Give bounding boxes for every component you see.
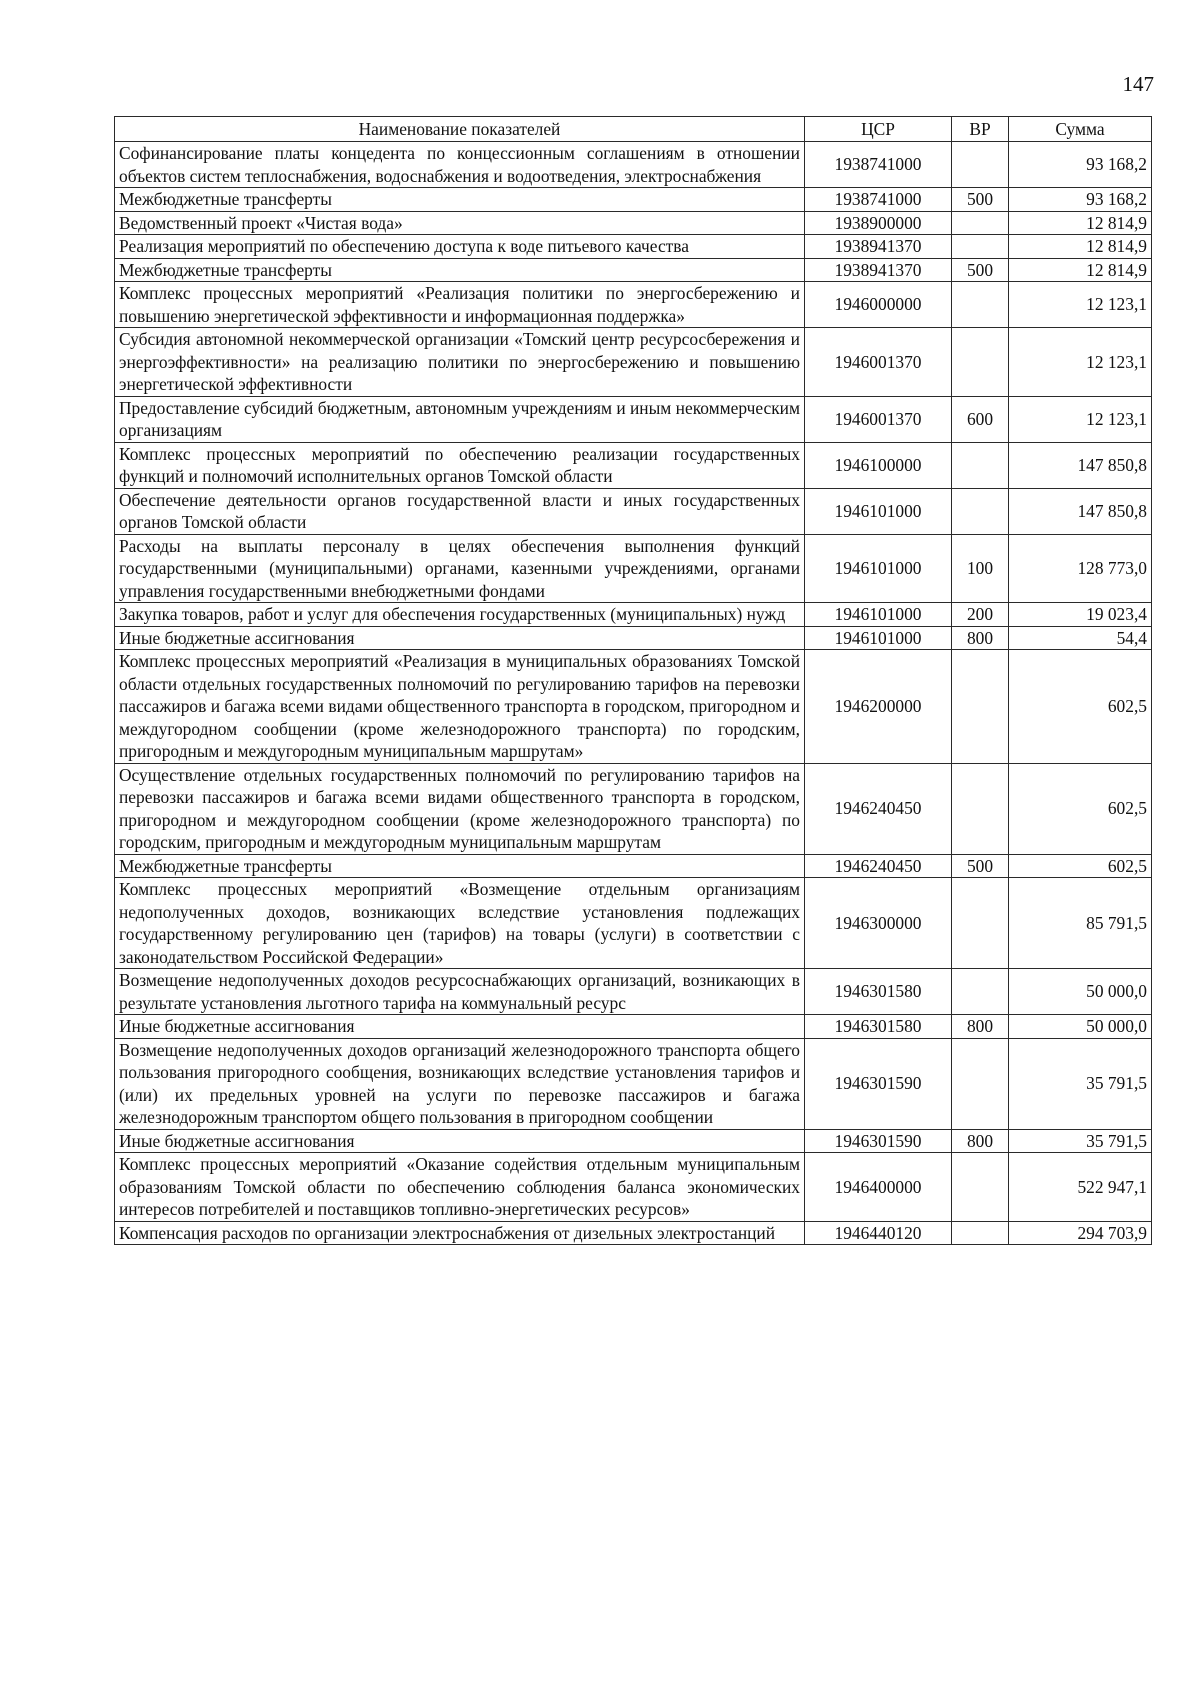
header-vr: ВР [952,117,1009,142]
cell-sum: 128 773,0 [1009,534,1152,603]
cell-name: Закупка товаров, работ и услуг для обеспечения государственных (муниципальных) нужд [115,603,805,627]
cell-sum: 50 000,0 [1009,969,1152,1015]
page-number: 147 [1122,72,1154,96]
cell-sum: 12 814,9 [1009,211,1152,235]
cell-csr: 1946200000 [805,650,952,764]
table-row [115,969,1152,1015]
cell-name: Иные бюджетные ассигнования [115,1129,805,1153]
cell-name: Расходы на выплаты персоналу в целях обеспечения выполнения функций государственными (муниципальными) органами, казенными учреждениями, органами управления государственными внебюджетными фондами [115,534,805,603]
table-row [115,258,1152,282]
table-header-row [115,117,1152,142]
cell-vr: 800 [952,1015,1009,1039]
table-row [115,534,1152,603]
cell-csr: 1946100000 [805,442,952,488]
cell-sum: 85 791,5 [1009,878,1152,969]
table-row [115,603,1152,627]
cell-name: Межбюджетные трансферты [115,258,805,282]
header-sum: Сумма [1009,117,1152,142]
cell-vr: 200 [952,603,1009,627]
cell-name: Осуществление отдельных государственных полномочий по регулированию тарифов на перевозки пассажиров и багажа всеми видами общественного транспорта в городском, пригородном и междугородном сообщении (кроме железнодорожного транспорта) по городским, пригородным и междугородным муниципальным маршрутам [115,763,805,854]
cell-vr [952,442,1009,488]
table-row [115,442,1152,488]
cell-csr: 1938741000 [805,142,952,188]
cell-sum: 35 791,5 [1009,1129,1152,1153]
table-row [115,235,1152,259]
cell-vr [952,969,1009,1015]
cell-vr [952,1221,1009,1245]
cell-vr: 500 [952,188,1009,212]
cell-name: Возмещение недополученных доходов ресурсоснабжающих организаций, возникающих в результате установления льготного тарифа на коммунальный ресурс [115,969,805,1015]
cell-name: Иные бюджетные ассигнования [115,626,805,650]
cell-vr [952,488,1009,534]
cell-vr [952,328,1009,397]
cell-csr: 1946000000 [805,282,952,328]
cell-csr: 1946300000 [805,878,952,969]
cell-csr: 1946440120 [805,1221,952,1245]
table-row [115,211,1152,235]
table-row [115,763,1152,854]
cell-csr: 1946101000 [805,534,952,603]
cell-sum: 12 123,1 [1009,396,1152,442]
cell-csr: 1946001370 [805,396,952,442]
cell-name: Комплекс процессных мероприятий «Оказание содействия отдельным муниципальным образованиям Томской области по обеспечению соблюдения баланса экономических интересов потребителей и поставщиков топливно-энергетических ресурсов» [115,1153,805,1222]
cell-sum: 12 814,9 [1009,258,1152,282]
cell-sum: 93 168,2 [1009,142,1152,188]
table-row [115,626,1152,650]
table-row [115,188,1152,212]
cell-name: Компенсация расходов по организации электроснабжения от дизельных электростанций [115,1221,805,1245]
cell-name: Межбюджетные трансферты [115,854,805,878]
cell-vr: 800 [952,626,1009,650]
cell-sum: 522 947,1 [1009,1153,1152,1222]
cell-sum: 93 168,2 [1009,188,1152,212]
table-row [115,142,1152,188]
cell-csr: 1938900000 [805,211,952,235]
table-row [115,1038,1152,1129]
table-row [115,1015,1152,1039]
cell-name: Субсидия автономной некоммерческой организации «Томский центр ресурсосбережения и энергоэффективности» на реализацию политики по энергосбережению и повышению энергетической эффективности [115,328,805,397]
cell-vr [952,878,1009,969]
table-body [115,142,1152,1245]
cell-csr: 1946301590 [805,1038,952,1129]
cell-vr: 500 [952,854,1009,878]
cell-vr [952,1153,1009,1222]
cell-name: Софинансирование платы концедента по концессионным соглашениям в отношении объектов систем теплоснабжения, водоснабжения и водоотведения, электроснабжения [115,142,805,188]
header-name: Наименование показателей [115,117,805,142]
cell-vr: 600 [952,396,1009,442]
cell-name: Комплекс процессных мероприятий «Реализация в муниципальных образованиях Томской области отдельных государственных полномочий по регулированию тарифов на перевозки пассажиров и багажа всеми видами общественного транспорта в городском, пригородном и междугородном сообщении (кроме железнодорожного транспорта) по городским, пригородным и междугородным муниципальным маршрутам» [115,650,805,764]
cell-name: Комплекс процессных мероприятий «Возмещение отдельным организациям недополученных доходов, возникающих вследствие установления подлежащих государственному регулированию цен (тарифов) на товары (услуги) в соответствии с законодательством Российской Федерации» [115,878,805,969]
cell-sum: 602,5 [1009,763,1152,854]
cell-sum: 54,4 [1009,626,1152,650]
cell-name: Ведомственный проект «Чистая вода» [115,211,805,235]
cell-csr: 1938941370 [805,258,952,282]
cell-vr: 100 [952,534,1009,603]
cell-csr: 1938741000 [805,188,952,212]
cell-csr: 1946400000 [805,1153,952,1222]
cell-name: Иные бюджетные ассигнования [115,1015,805,1039]
cell-vr [952,650,1009,764]
budget-table [114,116,1152,1245]
cell-sum: 602,5 [1009,650,1152,764]
cell-sum: 35 791,5 [1009,1038,1152,1129]
cell-csr: 1946101000 [805,488,952,534]
cell-sum: 602,5 [1009,854,1152,878]
cell-vr [952,763,1009,854]
header-csr: ЦСР [805,117,952,142]
table-row [115,1129,1152,1153]
cell-name: Комплекс процессных мероприятий по обеспечению реализации государственных функций и полномочий исполнительных органов Томской области [115,442,805,488]
cell-vr: 500 [952,258,1009,282]
cell-vr: 800 [952,1129,1009,1153]
cell-name: Возмещение недополученных доходов организаций железнодорожного транспорта общего пользования пригородного сообщения, возникающих вследствие установления тарифов и (или) их предельных уровней на услуги по перевозке пассажиров и багажа железнодорожным транспортом общего пользования в пригородном сообщении [115,1038,805,1129]
cell-sum: 12 814,9 [1009,235,1152,259]
cell-name: Обеспечение деятельности органов государственной власти и иных государственных органов Томской области [115,488,805,534]
cell-vr [952,142,1009,188]
cell-csr: 1946001370 [805,328,952,397]
cell-name: Реализация мероприятий по обеспечению доступа к воде питьевого качества [115,235,805,259]
table-row [115,328,1152,397]
cell-sum: 147 850,8 [1009,488,1152,534]
table-row [115,282,1152,328]
cell-name: Комплекс процессных мероприятий «Реализация политики по энергосбережению и повышению энергетической эффективности и информационная поддержка» [115,282,805,328]
cell-csr: 1946301580 [805,969,952,1015]
cell-sum: 19 023,4 [1009,603,1152,627]
table-row [115,1221,1152,1245]
cell-csr: 1946301580 [805,1015,952,1039]
cell-name: Межбюджетные трансферты [115,188,805,212]
cell-csr: 1946101000 [805,603,952,627]
cell-name: Предоставление субсидий бюджетным, автономным учреждениям и иным некоммерческим организациям [115,396,805,442]
cell-vr [952,211,1009,235]
cell-vr [952,282,1009,328]
cell-vr [952,1038,1009,1129]
cell-csr: 1946240450 [805,763,952,854]
table-row [115,1153,1152,1222]
table-row [115,396,1152,442]
cell-sum: 294 703,9 [1009,1221,1152,1245]
cell-csr: 1938941370 [805,235,952,259]
cell-csr: 1946101000 [805,626,952,650]
cell-sum: 50 000,0 [1009,1015,1152,1039]
table-row [115,650,1152,764]
table-row [115,854,1152,878]
cell-csr: 1946301590 [805,1129,952,1153]
cell-sum: 12 123,1 [1009,328,1152,397]
cell-sum: 147 850,8 [1009,442,1152,488]
table-row [115,878,1152,969]
table-row [115,488,1152,534]
cell-vr [952,235,1009,259]
cell-sum: 12 123,1 [1009,282,1152,328]
cell-csr: 1946240450 [805,854,952,878]
